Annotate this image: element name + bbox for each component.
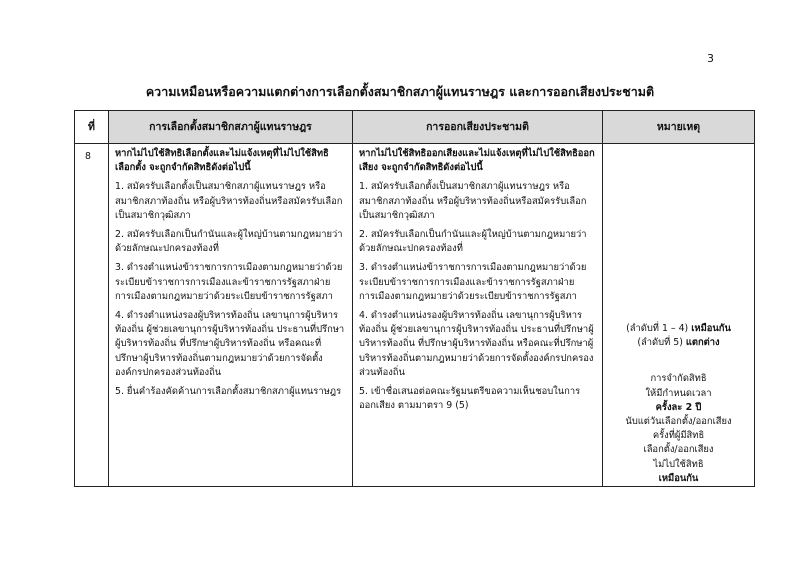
- note-same-prefix: (ลำดับที่ 1 – 4): [626, 323, 692, 334]
- note-restriction-line2: ครั้งละ 2 ปี: [655, 401, 702, 413]
- document-title: ความเหมือนหรือความแตกต่างการเลือกตั้งสมาชิกสภาผู้แทนราษฎร และการออกเสียงประชามติ: [145, 84, 655, 99]
- note-diff-word: แตกต่าง: [685, 337, 720, 349]
- note-summary: [607, 322, 750, 350]
- note-restriction-line6: ไม่ไปใช้สิทธิ: [653, 458, 704, 470]
- referendum-item-5: 5. เข้าชื่อเสนอต่อคณะรัฐมนตรีขอความเห็นชอบในการออกเสียง ตามมาตรา 9 (5): [359, 386, 581, 412]
- referendum-item-3: 3. ดำรงตำแหน่งข้าราชการการเมืองตามกฎหมายว่าด้วยระเบียบข้าราชการการเมืองและข้าราชการรัฐสภาฝ่ายการเมืองตามกฎหมายว่าด้วยระเบียบข้าราชการรัฐสภา: [359, 262, 587, 302]
- table-row: [75, 144, 755, 487]
- election-item-3: 3. ดำรงตำแหน่งข้าราชการการเมืองตามกฎหมายว่าด้วยระเบียบข้าราชการการเมืองและข้าราชการรัฐสภาฝ่ายการเมืองตามกฎหมายว่าด้วยระเบียบข้าราชการรัฐสภา: [115, 262, 343, 302]
- note-cell: [603, 144, 755, 487]
- comparison-table: [74, 110, 755, 487]
- election-item-2: 2. สมัครรับเลือกเป็นกำนันและผู้ใหญ่บ้านตามกฎหมายว่าด้วยลักษณะปกครองท้องที่: [115, 229, 343, 255]
- note-restriction-line3: นับแต่วันเลือกตั้ง/ออกเสียง: [625, 416, 732, 428]
- referendum-item-1: 1. สมัครรับเลือกตั้งเป็นสมาชิกสภาผู้แทนราษฎร หรือสมาชิกสภาท้องถิ่น หรือผู้บริหารท้องถิ่นหรือสมัครรับเลือกเป็นสมาชิกวุฒิสภา: [359, 181, 587, 221]
- table-header-row: [75, 111, 755, 144]
- header-election: การเลือกตั้งสมาชิกสภาผู้แทนราษฎร: [109, 111, 353, 144]
- header-referendum: การออกเสียงประชามติ: [353, 111, 603, 144]
- page-number: 3: [707, 52, 714, 65]
- note-same-line: [607, 322, 750, 336]
- election-item-1: 1. สมัครรับเลือกตั้งเป็นสมาชิกสภาผู้แทนราษฎร หรือสมาชิกสภาท้องถิ่น หรือผู้บริหารท้องถิ่นหรือสมัครรับเลือกเป็นสมาชิกวุฒิสภา: [115, 181, 343, 221]
- election-intro: หากไม่ไปใช้สิทธิเลือกตั้งและไม่แจ้งเหตุที่ไม่ไปใช้สิทธิเลือกตั้ง จะถูกจำกัดสิทธิดังต่อไปนี้: [115, 148, 329, 174]
- note-restriction: [607, 372, 750, 486]
- row-number: 8: [75, 144, 109, 487]
- referendum-item-4: 4. ดำรงตำแหน่งรองผู้บริหารท้องถิ่น เลขานุการผู้บริหารท้องถิ่น ผู้ช่วยเลขานุการผู้บริหารท้องถิ่น ประธานที่ปรึกษาผู้บริหารท้องถิ่น ที่ปรึกษาผู้บริหารท้องถิ่น หรือคณะที่ปรึกษาผู้บริหารท้องถิ่นตามกฎหมายว่าด้วยการจัดตั้งองค์กรปกครองส่วนท้องถิ่น: [359, 310, 594, 378]
- note-restriction-line5: เลือกตั้ง/ออกเสียง: [643, 444, 714, 456]
- note-diff-line: [607, 336, 750, 350]
- note-restriction-same: เหมือนกัน: [658, 472, 699, 484]
- note-restriction-title: การจำกัดสิทธิ: [650, 373, 707, 385]
- referendum-intro: หากไม่ไปใช้สิทธิออกเสียงและไม่แจ้งเหตุที่ไม่ไปใช้สิทธิออกเสียง จะถูกจำกัดสิทธิดังต่อไปนี้: [359, 148, 595, 174]
- election-item-4: 4. ดำรงตำแหน่งรองผู้บริหารท้องถิ่น เลขานุการผู้บริหารท้องถิ่น ผู้ช่วยเลขานุการผู้บริหารท้องถิ่น ประธานที่ปรึกษาผู้บริหารท้องถิ่น ที่ปรึกษาผู้บริหารท้องถิ่น หรือคณะที่ปรึกษาผู้บริหารท้องถิ่นตามกฎหมายว่าด้วยการจัดตั้งองค์กรปกครองส่วนท้องถิ่น: [115, 310, 345, 378]
- note-restriction-line1: ให้มีกำหนดเวลา: [645, 387, 712, 399]
- note-restriction-line4: ครั้งที่ผู้มีสิทธิ: [652, 430, 705, 442]
- header-no: ที่: [75, 111, 109, 144]
- header-note: หมายเหตุ: [603, 111, 755, 144]
- referendum-item-2: 2. สมัครรับเลือกเป็นกำนันและผู้ใหญ่บ้านตามกฎหมายว่าด้วยลักษณะปกครองท้องที่: [359, 229, 587, 255]
- election-cell: [109, 144, 353, 487]
- election-item-5: 5. ยื่นคำร้องคัดค้านการเลือกตั้งสมาชิกสภาผู้แทนราษฎร: [115, 386, 342, 398]
- note-same-word: เหมือนกัน: [691, 323, 731, 334]
- referendum-cell: [353, 144, 603, 487]
- note-diff-prefix: (ลำดับที่ 5): [637, 337, 686, 349]
